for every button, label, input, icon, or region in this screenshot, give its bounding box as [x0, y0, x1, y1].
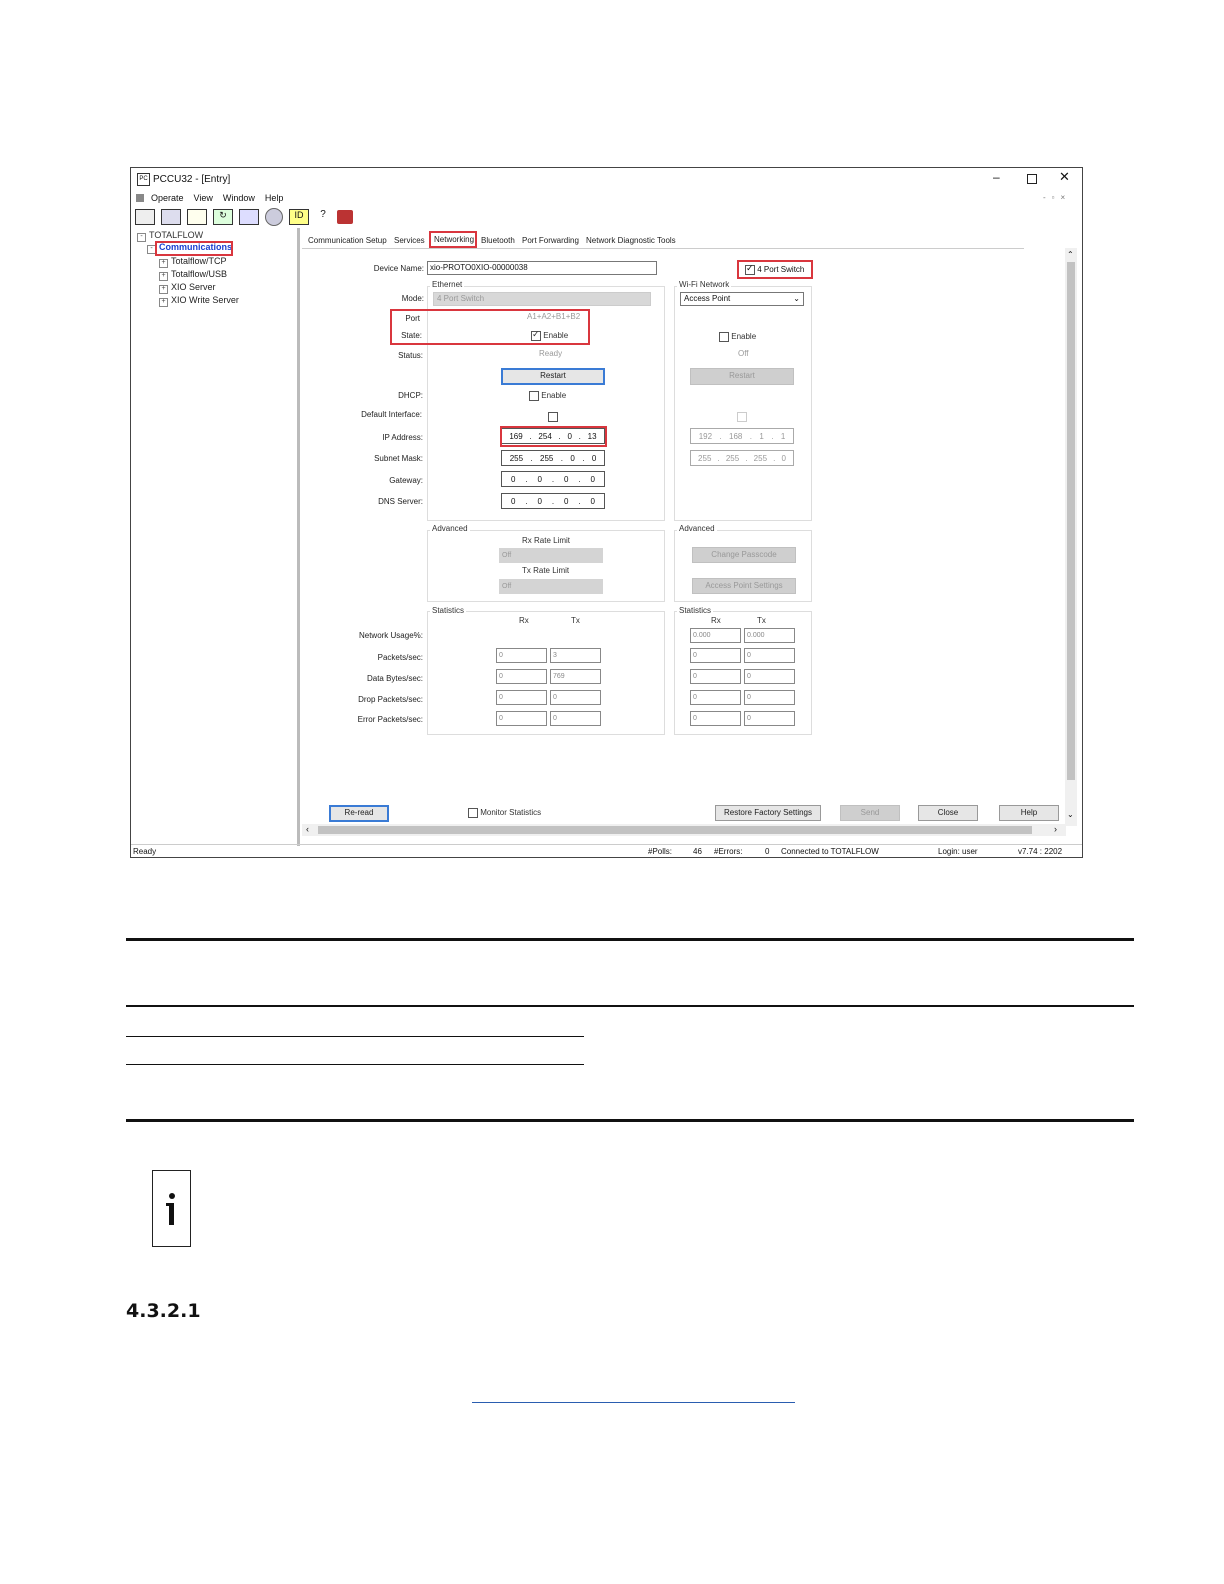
wifi-group	[674, 286, 812, 521]
toolbar	[135, 208, 353, 226]
ip-address-label: IP Address:	[382, 433, 423, 442]
table-rule-bottom	[126, 1119, 1134, 1122]
eth-dns-input[interactable]: 0 . 0 . 0 . 0	[501, 493, 605, 509]
gateway-label: Gateway:	[389, 476, 423, 485]
mode-label: Mode:	[401, 294, 424, 303]
eth-rx-header: Rx	[519, 616, 529, 625]
eth-packets-rx: 0	[496, 648, 547, 663]
tab-port-forwarding[interactable]: Port Forwarding	[522, 236, 579, 245]
app-window	[130, 167, 1083, 858]
hscroll-thumb[interactable]	[318, 826, 1032, 834]
child-window-icon	[136, 194, 144, 202]
wifi-usage-rx: 0.000	[690, 628, 741, 643]
scroll-thumb[interactable]	[1067, 262, 1075, 780]
eth-advanced-label: Advanced	[432, 524, 468, 533]
wifi-drop-rx: 0	[690, 690, 741, 705]
stat-label: Packets/sec:	[377, 653, 423, 662]
errors-label: #Errors:	[714, 847, 743, 856]
device-name-input[interactable]: xio-PROTO0XIO-00000038	[427, 261, 657, 275]
polls-value: 46	[693, 847, 702, 856]
section-number: 4.3.2.1	[126, 1300, 201, 1322]
info-dot	[169, 1193, 175, 1199]
window-title: PCCU32 - [Entry]	[153, 174, 231, 185]
eth-error-rx: 0	[496, 711, 547, 726]
stat-label: Network Usage%:	[358, 631, 423, 640]
wifi-tx-header: Tx	[757, 616, 766, 625]
wifi-label: Wi-Fi Network	[679, 280, 730, 289]
rx-rate-select[interactable]: Off	[499, 548, 603, 563]
wifi-default-checkbox[interactable]	[737, 408, 747, 426]
ethernet-label: Ethernet	[432, 280, 463, 289]
send-button[interactable]: Send	[840, 805, 900, 821]
eth-error-tx: 0	[550, 711, 601, 726]
vertical-scrollbar[interactable]	[1065, 248, 1077, 826]
wifi-ip-input[interactable]: 192 . 168 . 1 . 1	[690, 428, 794, 444]
stat-label: Data Bytes/sec:	[366, 674, 423, 683]
highlight-box	[390, 309, 590, 345]
wifi-statistics-label: Statistics	[679, 606, 712, 615]
refresh-icon[interactable]: ↻	[213, 209, 233, 225]
dhcp-checkbox[interactable]: Enable	[529, 391, 566, 401]
info-stem	[169, 1203, 174, 1225]
access-point-settings-button[interactable]: Access Point Settings	[692, 578, 796, 594]
tree-item-tcp[interactable]: + Totalflow/TCP	[159, 256, 227, 268]
eth-bytes-tx: 769	[550, 669, 601, 684]
tab-networking[interactable]: Networking	[434, 235, 475, 244]
eth-enable-checkbox[interactable]: ✓ Enable	[531, 331, 568, 341]
menu-view[interactable]: View	[193, 193, 213, 203]
reread-button[interactable]: Re-read	[329, 805, 389, 822]
scroll-down-icon[interactable]: ⌄	[1067, 810, 1074, 819]
checkbox-icon	[719, 332, 729, 342]
dns-label: DNS Server:	[378, 497, 423, 506]
minimize-button[interactable]: –	[993, 170, 1000, 184]
entry-icon[interactable]	[135, 209, 155, 225]
table-rule-top	[126, 938, 1134, 941]
eth-drop-rx: 0	[496, 690, 547, 705]
app-logo-icon: PC	[137, 173, 150, 186]
tree-root[interactable]: - TOTALFLOW	[137, 230, 203, 242]
version-label: v7.74 : 2202	[1018, 847, 1063, 856]
wifi-packets-tx: 0	[744, 648, 795, 663]
wifi-error-tx: 0	[744, 711, 795, 726]
tree-item-usb[interactable]: + Totalflow/USB	[159, 269, 227, 281]
book-icon[interactable]	[337, 210, 353, 224]
wifi-bytes-tx: 0	[744, 669, 795, 684]
table-rule	[126, 1005, 1134, 1007]
eth-statistics-label: Statistics	[432, 606, 465, 615]
table-rule-short	[126, 1036, 584, 1037]
chevron-down-icon: ⌄	[793, 294, 800, 303]
info-serif	[166, 1203, 174, 1206]
menu-bar	[151, 193, 283, 203]
rx-rate-label: Rx Rate Limit	[522, 536, 571, 545]
status-label: Status:	[398, 351, 423, 360]
eth-subnet-input[interactable]: 255 . 255 . 0 . 0	[501, 450, 605, 466]
info-icon	[152, 1170, 191, 1247]
close-window-button[interactable]: ✕	[1059, 169, 1070, 184]
close-button[interactable]: Close	[918, 805, 978, 821]
tree-item-communications[interactable]: - Communications	[147, 242, 232, 254]
eth-status: Ready	[539, 349, 563, 358]
mdi-controls[interactable]: -▫×	[1043, 193, 1072, 202]
menu-help[interactable]: Help	[264, 193, 284, 203]
wifi-subnet-input[interactable]: 255 . 255 . 255 . 0	[690, 450, 794, 466]
wifi-usage-tx: 0.000	[744, 628, 795, 643]
tx-rate-select[interactable]: Off	[499, 579, 603, 594]
calibrate-icon[interactable]	[187, 209, 207, 225]
tree-item-xio-write-server[interactable]: + XIO Write Server	[159, 295, 239, 307]
wifi-drop-tx: 0	[744, 690, 795, 705]
highlight-box	[500, 426, 607, 447]
eth-ip-input[interactable]: 169 . 254 . 0 . 13	[501, 428, 605, 444]
scroll-left-icon[interactable]: ‹	[306, 824, 309, 834]
tab-communication-setup[interactable]: Communication Setup	[308, 236, 387, 245]
tree-item-xio-server[interactable]: + XIO Server	[159, 282, 216, 294]
port-value: A1+A2+B1+B2	[527, 312, 581, 321]
wifi-error-rx: 0	[690, 711, 741, 726]
eth-restart-button[interactable]: Restart	[501, 368, 605, 385]
tx-rate-label: Tx Rate Limit	[522, 566, 570, 575]
scroll-up-icon[interactable]: ⌃	[1067, 250, 1074, 259]
stat-label: Error Packets/sec:	[357, 715, 423, 724]
help-icon[interactable]: ID	[289, 209, 309, 225]
login-status: Login: user	[938, 847, 978, 856]
mode-select[interactable]: 4 Port Switch	[433, 292, 651, 306]
device-name-label: Device Name:	[373, 264, 424, 273]
tab-services[interactable]: Services	[394, 236, 425, 245]
connection-status: Connected to TOTALFLOW	[781, 847, 879, 856]
collect-icon[interactable]	[161, 209, 181, 225]
help-button[interactable]: Help	[999, 805, 1059, 821]
errors-value: 0	[765, 847, 770, 856]
default-interface-label: Default Interface:	[361, 410, 422, 419]
wifi-status: Off	[738, 349, 749, 358]
checkbox-icon	[529, 391, 539, 401]
port-switch-checkbox[interactable]: ✓ 4 Port Switch	[745, 265, 804, 275]
eth-gateway-input[interactable]: 0 . 0 . 0 . 0	[501, 471, 605, 487]
table-rule-short	[126, 1064, 584, 1065]
menu-window[interactable]: Window	[222, 193, 255, 203]
eth-tx-header: Tx	[571, 616, 580, 625]
change-passcode-button[interactable]: Change Passcode	[692, 547, 796, 563]
dhcp-label: DHCP:	[398, 391, 423, 400]
highlight-box	[737, 260, 813, 279]
eth-packets-tx: 3	[550, 648, 601, 663]
wifi-mode-select[interactable]: Access Point ⌄	[680, 292, 804, 306]
wifi-restart-button[interactable]: Restart	[690, 368, 794, 385]
stat-label: Drop Packets/sec:	[358, 695, 423, 704]
menu-operate[interactable]: Operate	[151, 193, 184, 203]
hyperlink-underline[interactable]	[472, 1402, 795, 1403]
restore-factory-settings-button[interactable]: Restore Factory Settings	[715, 805, 821, 821]
state-label: State:	[401, 331, 422, 340]
wifi-enable-checkbox[interactable]: Enable	[719, 332, 756, 342]
port-label: Port	[405, 314, 420, 323]
tab-divider	[302, 248, 1024, 249]
status-ready: Ready	[133, 847, 157, 856]
tab-network-diagnostic-tools[interactable]: Network Diagnostic Tools	[586, 236, 676, 245]
eth-drop-tx: 0	[550, 690, 601, 705]
eth-default-checkbox[interactable]	[548, 408, 558, 426]
status-bar	[131, 844, 1082, 858]
polls-label: #Polls:	[648, 847, 673, 856]
wifi-bytes-rx: 0	[690, 669, 741, 684]
highlight-box	[429, 231, 477, 248]
highlight-box	[155, 241, 233, 256]
gear-icon[interactable]	[265, 208, 283, 226]
checkbox-icon	[468, 808, 478, 818]
wifi-rx-header: Rx	[711, 616, 721, 625]
setup-icon[interactable]: ?	[320, 209, 326, 220]
eth-bytes-rx: 0	[496, 669, 547, 684]
subnet-label: Subnet Mask:	[374, 454, 423, 463]
monitor-statistics-checkbox[interactable]: Monitor Statistics	[468, 808, 541, 818]
tab-bluetooth[interactable]: Bluetooth	[481, 236, 515, 245]
maximize-button[interactable]	[1027, 174, 1037, 184]
horizontal-scrollbar[interactable]	[302, 824, 1066, 836]
wifi-packets-rx: 0	[690, 648, 741, 663]
wifi-advanced-label: Advanced	[679, 524, 715, 533]
scroll-right-icon[interactable]: ›	[1054, 824, 1057, 834]
monitor-icon[interactable]	[239, 209, 259, 225]
